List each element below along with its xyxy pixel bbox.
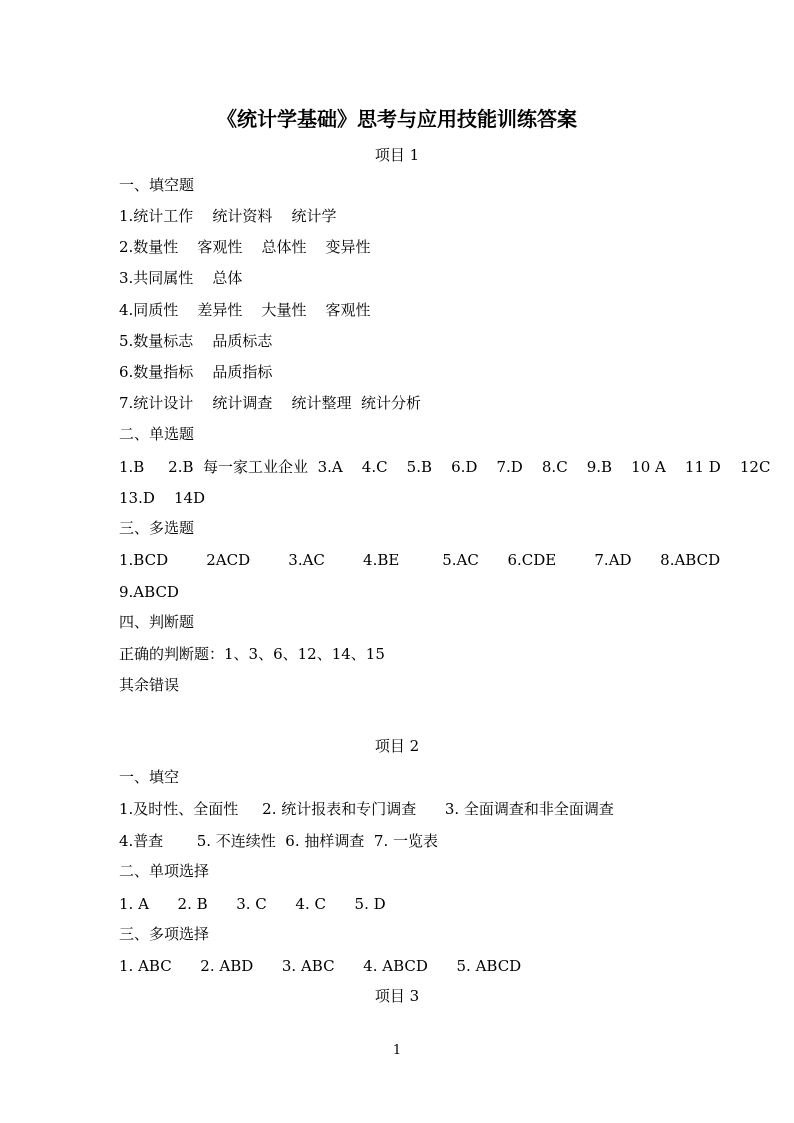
p1-section-fill-blank: 一、填空题 bbox=[119, 176, 195, 194]
p1-single-choice-line-1: 1.B 2.B 每一家工业企业 3.A 4.C 5.B 6.D 7.D 8.C 9.B 10 A 11 D 12C bbox=[119, 458, 771, 476]
p2-answer-line-1: 1.及时性、全面性 2. 统计报表和专门调查 3. 全面调查和非全面调查 bbox=[119, 800, 614, 818]
project-1-heading: 项目 1 bbox=[374, 146, 420, 164]
p1-section-multi-choice: 三、多选题 bbox=[119, 519, 195, 537]
p1-answer-line-7: 7.统计设计 统计调查 统计整理 统计分析 bbox=[119, 394, 421, 412]
document-title: 《统计学基础》思考与应用技能训练答案 bbox=[217, 107, 577, 131]
p1-answer-line-1: 1.统计工作 统计资料 统计学 bbox=[119, 207, 337, 225]
p1-answer-line-4: 4.同质性 差异性 大量性 客观性 bbox=[119, 301, 371, 319]
p2-section-multi-choice: 三、多项选择 bbox=[119, 925, 210, 943]
p1-answer-line-2: 2.数量性 客观性 总体性 变异性 bbox=[119, 238, 371, 256]
p1-single-choice-line-2: 13.D 14D bbox=[119, 489, 206, 507]
p2-section-single-choice: 二、单项选择 bbox=[119, 862, 210, 880]
p1-answer-line-6: 6.数量指标 品质指标 bbox=[119, 363, 273, 381]
p2-multi-choice-line-1: 1. ABC 2. ABD 3. ABC 4. ABCD 5. ABCD bbox=[119, 957, 522, 975]
p1-true-false-line-1: 正确的判断题：1、3、6、12、14、15 bbox=[119, 645, 385, 663]
p1-multi-choice-line-1: 1.BCD 2ACD 3.AC 4.BE 5.AC 6.CDE 7.AD 8.ABCD bbox=[119, 551, 721, 569]
p1-answer-line-3: 3.共同属性 总体 bbox=[119, 269, 243, 287]
page-number: 1 bbox=[392, 1043, 402, 1058]
project-3-heading: 项目 3 bbox=[374, 987, 420, 1005]
p1-multi-choice-line-2: 9.ABCD bbox=[119, 583, 179, 601]
p1-true-false-line-2: 其余错误 bbox=[119, 676, 180, 694]
p1-section-true-false: 四、判断题 bbox=[119, 613, 195, 631]
project-2-heading: 项目 2 bbox=[374, 737, 420, 755]
p1-answer-line-5: 5.数量标志 品质标志 bbox=[119, 332, 273, 350]
p2-section-fill-blank: 一、填空 bbox=[119, 768, 180, 786]
p2-single-choice-line-1: 1. A 2. B 3. C 4. C 5. D bbox=[119, 895, 386, 913]
p2-answer-line-2: 4.普查 5. 不连续性 6. 抽样调查 7. 一览表 bbox=[119, 832, 439, 850]
p1-section-single-choice: 二、单选题 bbox=[119, 425, 195, 443]
